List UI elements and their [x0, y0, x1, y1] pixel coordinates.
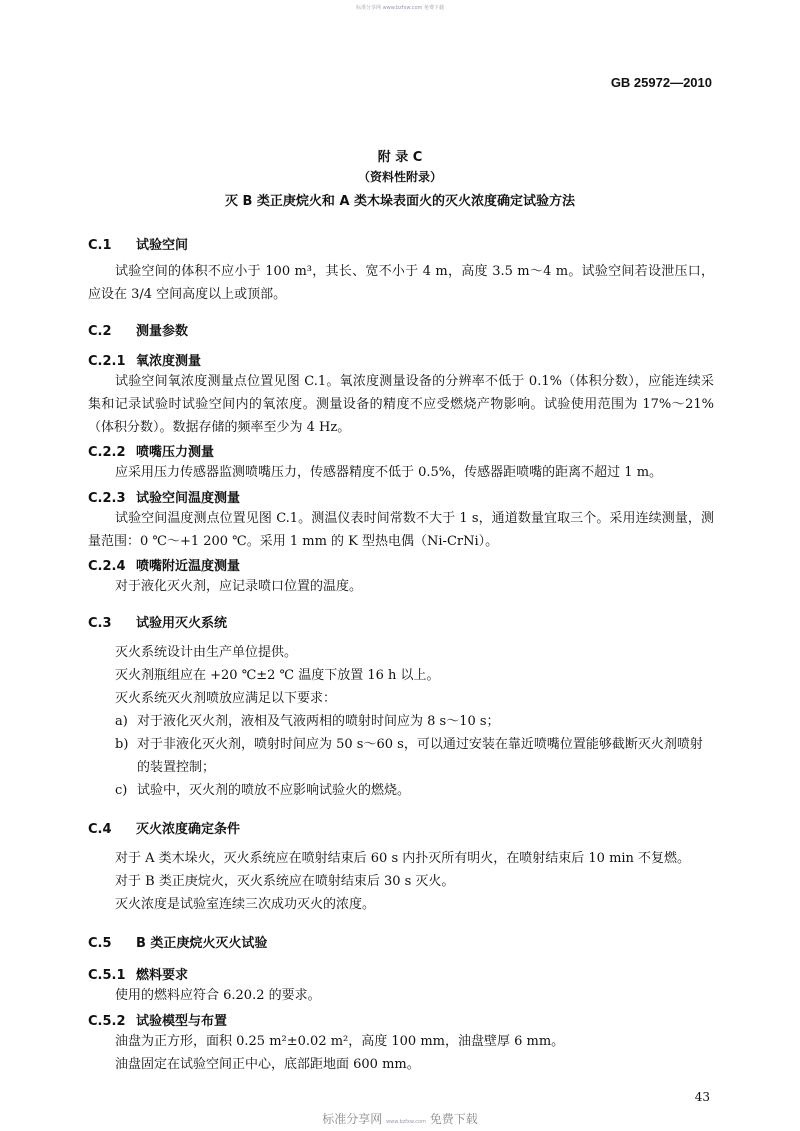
heading-c5: C.5 B 类正庚烷火灭火试验 [88, 936, 268, 951]
heading-c24: C.2.4 喷嘴附近温度测量 [88, 559, 241, 574]
para-c52-1: 油盘为正方形，面积 0.25 m²±0.02 m²，高度 100 mm，油盘壁厚 6 mm。 [115, 1034, 565, 1049]
footer-watermark [0, 1110, 800, 1127]
para-c1: 试验空间的体积不应小于 100 m³，其长、宽不小于 4 m，高度 3.5 m～4 m。试验空间若设泄压口，应设在 3/4 空间高度以上或顶部。 [88, 264, 714, 302]
list-item-b: b) 对于非液化灭火剂，喷射时间应为 50 s～60 s，可以通过安装在靠近喷嘴位置能够截断灭火剂喷射的装置控制； [115, 737, 703, 775]
footer-left: 标准分享网 [322, 1112, 383, 1126]
heading-c2: C.2 测量参数 [88, 324, 189, 339]
para-c3-3: 灭火系统灭火剂喷放应满足以下要求： [115, 691, 337, 706]
heading-c1: C.1 试验空间 [88, 238, 189, 253]
footer-right: 免费下载 [429, 1112, 478, 1126]
standard-number: GB 25972—2010 [610, 75, 712, 90]
appendix-title: 附 录 C [377, 150, 423, 165]
para-c24: 对于液化灭火剂，应记录喷口位置的温度。 [115, 579, 363, 594]
heading-c22: C.2.2 喷嘴压力测量 [88, 445, 215, 460]
heading-c4: C.4 灭火浓度确定条件 [88, 822, 241, 837]
para-c21: 试验空间氧浓度测量点位置见图 C.1。氧浓度测量设备的分辨率不低于 0.1%（体积分数），应能连续采集和记录试验时试验空间内的氧浓度。测量设备的精度不应受燃烧产物影响。试验使用范围为 17%～21%（体积分数）。数据存储的频率至少为 4 Hz。 [88, 374, 714, 435]
para-c4-1: 对于 A 类木垛火，灭火系统应在喷射结束后 60 s 内扑灭所有明火，在喷射结束后 10 min 不复燃。 [115, 851, 691, 866]
heading-c51: C.5.1 燃料要求 [88, 968, 189, 983]
header-watermark: 标准分享网 www.bzfxw.com 免费下载 [356, 5, 444, 11]
list-item-a: a) 对于液化灭火剂，液相及气液两相的喷射时间应为 8 s～10 s； [115, 714, 500, 729]
heading-c52: C.5.2 试验模型与布置 [88, 1014, 228, 1029]
para-c23: 试验空间温度测点位置见图 C.1。测温仪表时间常数不大于 1 s，通道数量宜取三个。采用连续测量，测量范围：0 ℃～+1 200 ℃。采用 1 mm 的 K 型热电偶（Ni-CrNi）。 [88, 511, 714, 549]
para-c3-2: 灭火剂瓶组应在 +20 ℃±2 ℃ 温度下放置 16 h 以上。 [115, 668, 440, 683]
para-c52-2: 油盘固定在试验空间正中心，底部距地面 600 mm。 [115, 1057, 420, 1072]
page-number: 43 [694, 1090, 710, 1104]
footer-mid: www.bzfxw.com [386, 1119, 426, 1125]
list-item-c: c) 试验中，灭火剂的喷放不应影响试验火的燃烧。 [115, 783, 411, 798]
heading-c21: C.2.1 氧浓度测量 [88, 354, 202, 369]
heading-c3: C.3 试验用灭火系统 [88, 616, 228, 631]
heading-c23: C.2.3 试验空间温度测量 [88, 491, 241, 506]
para-c22: 应采用压力传感器监测喷嘴压力，传感器精度不低于 0.5%，传感器距喷嘴的距离不超过 1 m。 [115, 465, 663, 480]
para-c4-2: 对于 B 类正庚烷火，灭火系统应在喷射结束后 30 s 灭火。 [115, 874, 455, 889]
para-c3-1: 灭火系统设计由生产单位提供。 [115, 645, 298, 660]
para-c4-3: 灭火浓度是试验室连续三次成功灭火的浓度。 [115, 897, 376, 912]
appendix-type: （资料性附录） [357, 170, 442, 184]
para-c51: 使用的燃料应符合 6.20.2 的要求。 [115, 988, 321, 1003]
appendix-subtitle: 灭 B 类正庚烷火和 A 类木垛表面火的灭火浓度确定试验方法 [224, 194, 576, 209]
